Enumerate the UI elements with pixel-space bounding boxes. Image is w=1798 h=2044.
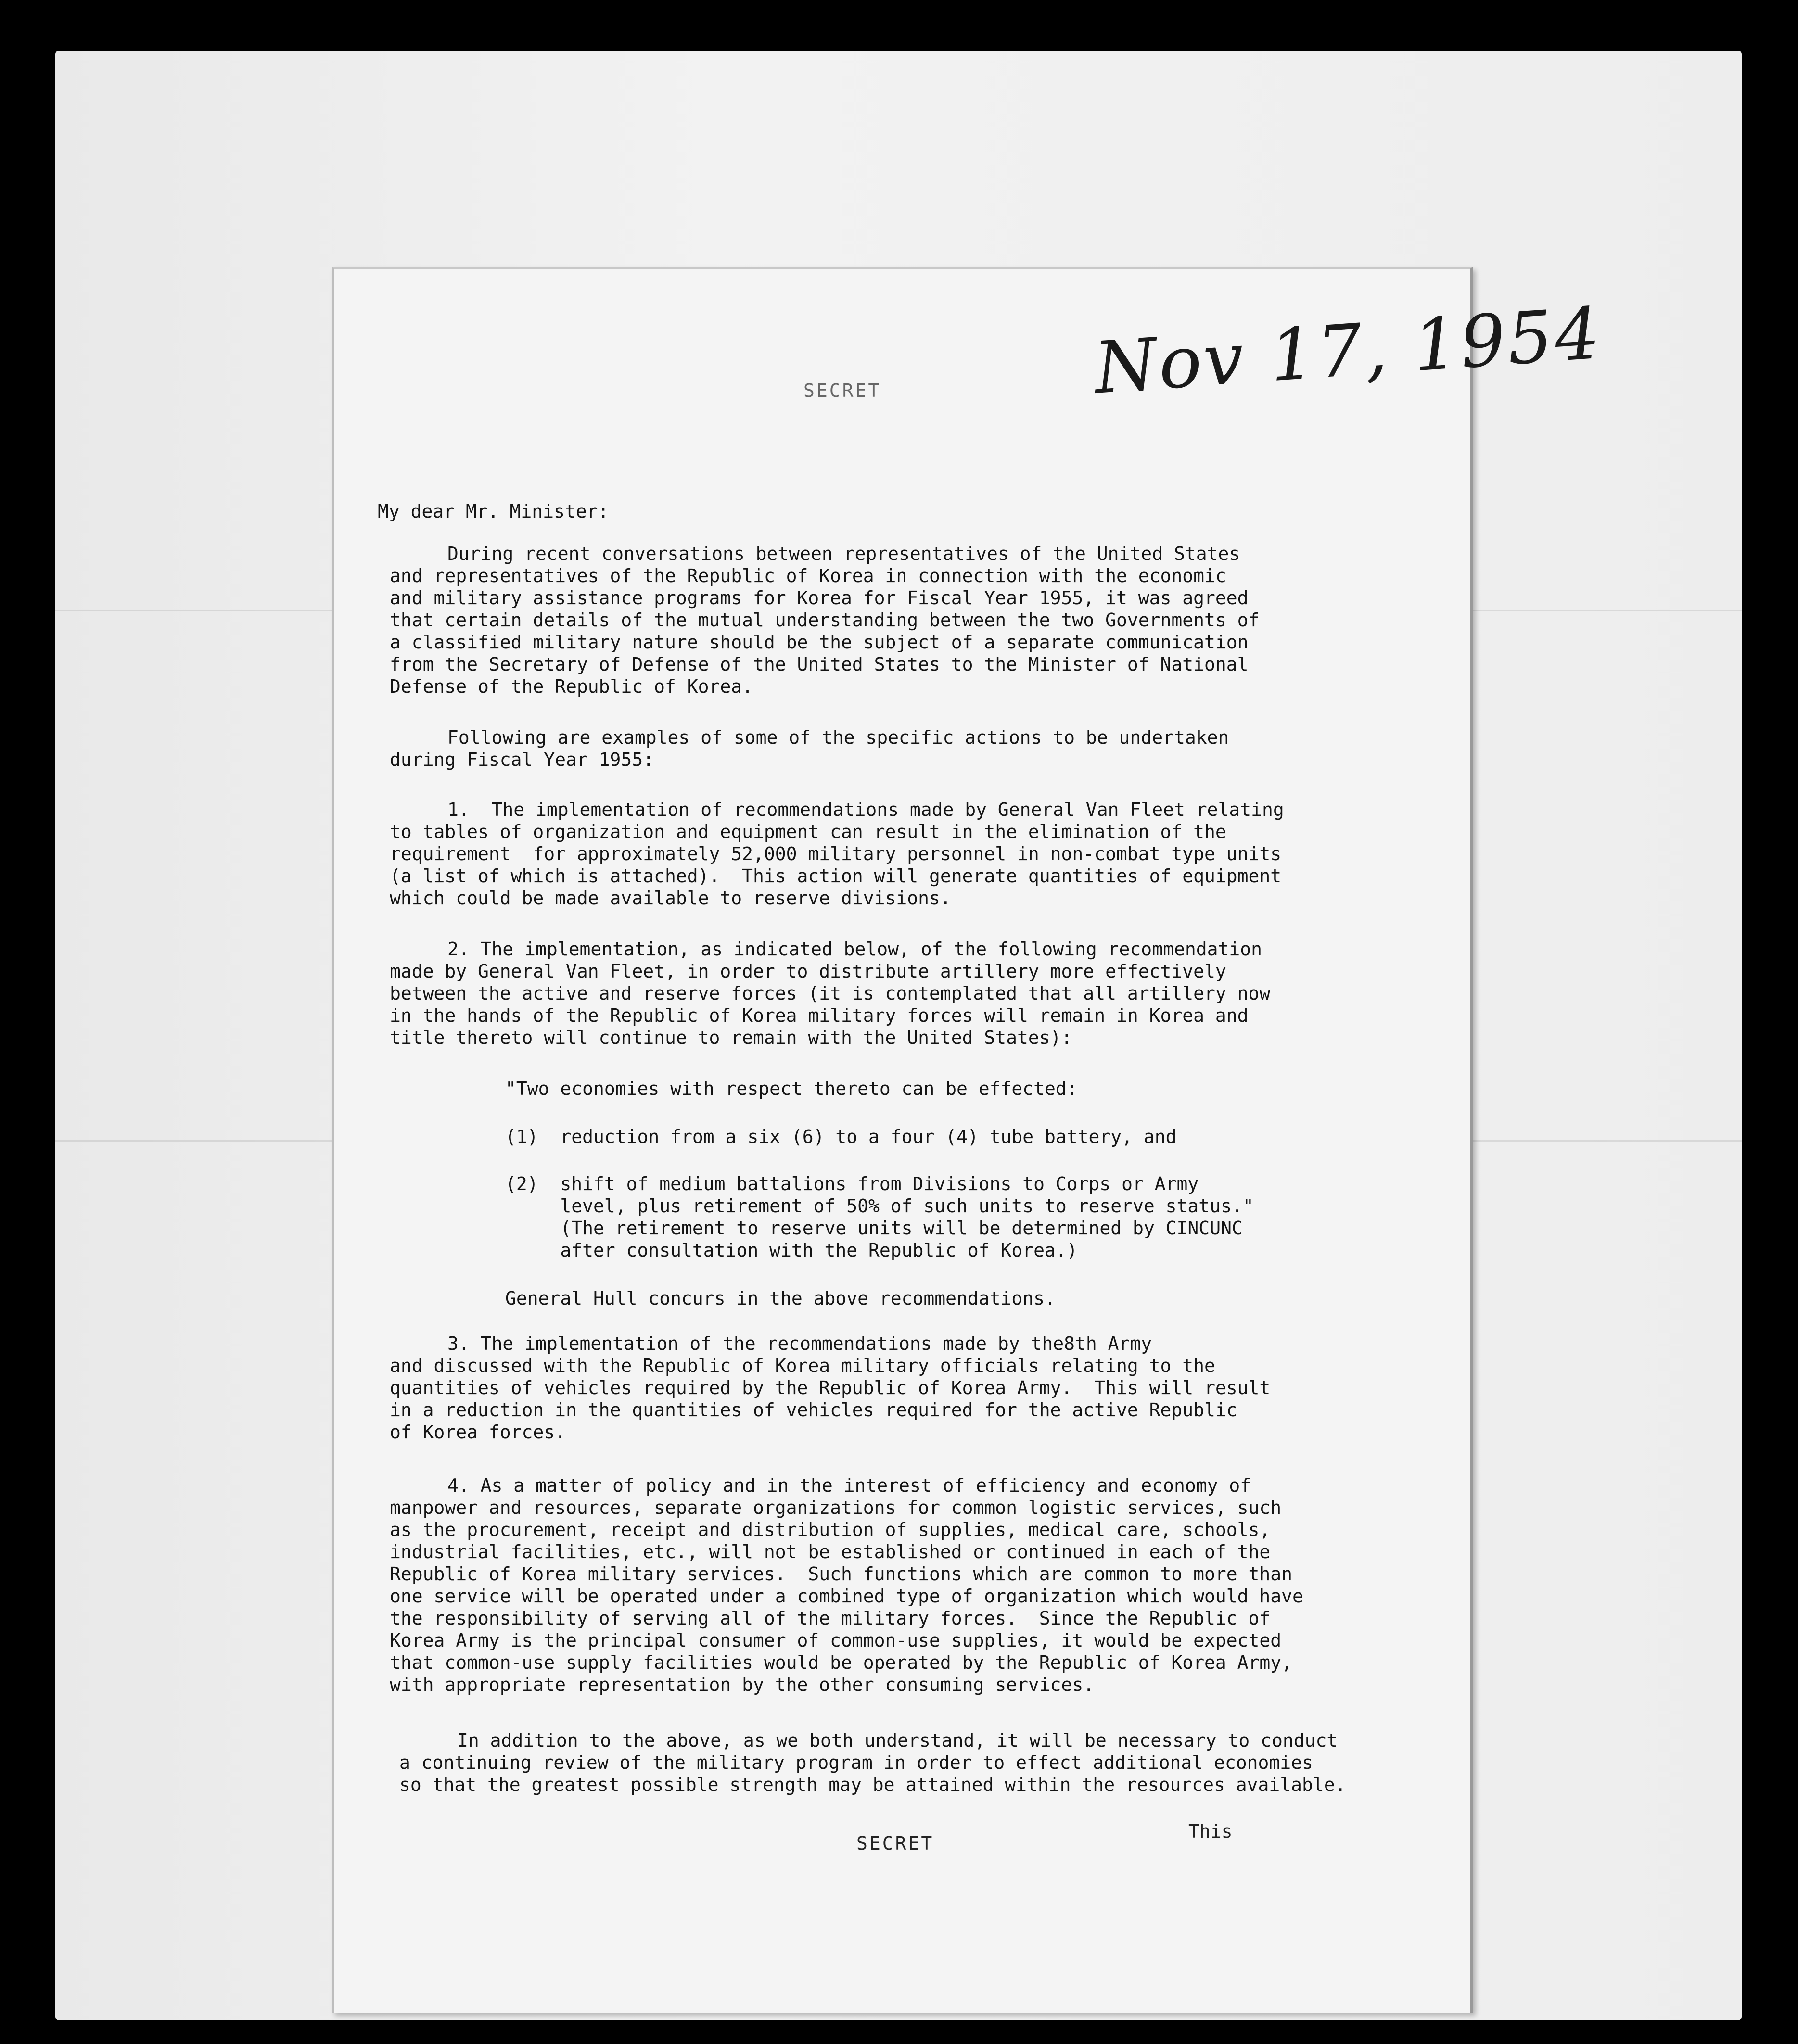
text-line: as the procurement, receipt and distribution of supplies, medical care, schools, <box>390 1519 1271 1540</box>
item-1 <box>390 799 1284 909</box>
text-line: level, plus retirement of 50% of such units to reserve status." <box>505 1195 1254 1217</box>
text-line: between the active and reserve forces (it is contemplated that all artillery now <box>390 983 1271 1004</box>
item-4 <box>390 1474 1303 1696</box>
text-line: made by General Van Fleet, in order to distribute artillery more effectively <box>390 961 1226 982</box>
text-line: title thereto will continue to remain with the United States): <box>390 1027 1072 1048</box>
text-line: that certain details of the mutual understanding between the two Governments of <box>390 609 1260 631</box>
text-line: Defense of the Republic of Korea. <box>390 676 753 697</box>
text-line: Republic of Korea military services. Such functions which are common to more than <box>390 1563 1292 1585</box>
text-line: so that the greatest possible strength may be attained within the resources available. <box>399 1774 1346 1795</box>
classification-footer: SECRET <box>856 1833 934 1854</box>
text-line: 3. The implementation of the recommendations made by the8th Army <box>447 1333 1152 1354</box>
text-line: Korea Army is the principal consumer of common-use supplies, it would be expected <box>390 1630 1282 1651</box>
quote-item-1: (1) reduction from a six (6) to a four (4) tube battery, and <box>505 1126 1177 1147</box>
text-line: after consultation with the Republic of Korea.) <box>505 1240 1078 1261</box>
text-line: quantities of vehicles required by the Republic of Korea Army. This will result <box>390 1377 1271 1398</box>
text-line: and representatives of the Republic of Korea in connection with the economic <box>390 565 1226 586</box>
text-line: 2. The implementation, as indicated below, of the following recommendation <box>447 939 1262 960</box>
closing-paragraph <box>399 1729 1346 1796</box>
text-line: (a list of which is attached). This action will generate quantities of equipment <box>390 865 1282 887</box>
quote-intro: "Two economies with respect thereto can be effected: <box>505 1078 1078 1099</box>
quote-item-2 <box>505 1173 1254 1261</box>
text-line: 1. The implementation of recommendations made by General Van Fleet relating <box>447 799 1284 820</box>
text-line: which could be made available to reserve divisions. <box>390 888 951 909</box>
text-line: during Fiscal Year 1955: <box>390 749 654 770</box>
text-line: (The retirement to reserve units will be determined by CINCUNC <box>505 1218 1243 1239</box>
text-line: one service will be operated under a combined type of organization which would have <box>390 1586 1303 1607</box>
item-2 <box>390 938 1270 1049</box>
text-line: industrial facilities, etc., will not be established or continued in each of the <box>390 1541 1271 1562</box>
text-line: Following are examples of some of the specific actions to be undertaken <box>447 727 1229 748</box>
handwritten-date: Nov 17, 1954 <box>1092 292 1605 410</box>
text-line: a classified military nature should be the subject of a separate communication <box>390 632 1249 653</box>
text-line: During recent conversations between representatives of the United States <box>447 543 1240 564</box>
text-line: to tables of organization and equipment can result in the elimination of the <box>390 821 1226 842</box>
text-line: and military assistance programs for Korea for Fiscal Year 1955, it was agreed <box>390 587 1249 609</box>
text-line: (2) shift of medium battalions from Divisions to Corps or Army <box>505 1173 1199 1194</box>
text-line: requirement for approximately 52,000 military personnel in non-combat type units <box>390 843 1282 864</box>
following-paragraph <box>390 726 1229 771</box>
text-line: and discussed with the Republic of Korea military officials relating to the <box>390 1355 1215 1376</box>
text-line: of Korea forces. <box>390 1422 566 1443</box>
text-line: that common-use supply facilities would be operated by the Republic of Korea Army, <box>390 1652 1292 1673</box>
item-3 <box>390 1333 1270 1443</box>
text-line: from the Secretary of Defense of the United States to the Minister of National <box>390 654 1249 675</box>
text-line: 4. As a matter of policy and in the interest of efficiency and economy of <box>447 1475 1251 1496</box>
text-line: with appropriate representation by the other consuming services. <box>390 1674 1095 1695</box>
classification-header: SECRET <box>803 380 881 401</box>
text-line: a continuing review of the military program in order to effect additional economies <box>399 1752 1313 1773</box>
salutation: My dear Mr. Minister: <box>378 501 609 522</box>
text-line: the responsibility of serving all of the military forces. Since the Republic of <box>390 1608 1271 1629</box>
text-line: In addition to the above, as we both understand, it will be necessary to conduct <box>457 1730 1338 1751</box>
concurrence-line: General Hull concurs in the above recommendations. <box>505 1288 1056 1309</box>
text-line: in the hands of the Republic of Korea military forces will remain in Korea and <box>390 1005 1249 1026</box>
intro-paragraph <box>390 543 1259 698</box>
text-line: manpower and resources, separate organizations for common logistic services, such <box>390 1497 1282 1518</box>
continuation-word: This <box>1188 1821 1233 1842</box>
text-line: in a reduction in the quantities of vehicles required for the active Republic <box>390 1399 1237 1421</box>
